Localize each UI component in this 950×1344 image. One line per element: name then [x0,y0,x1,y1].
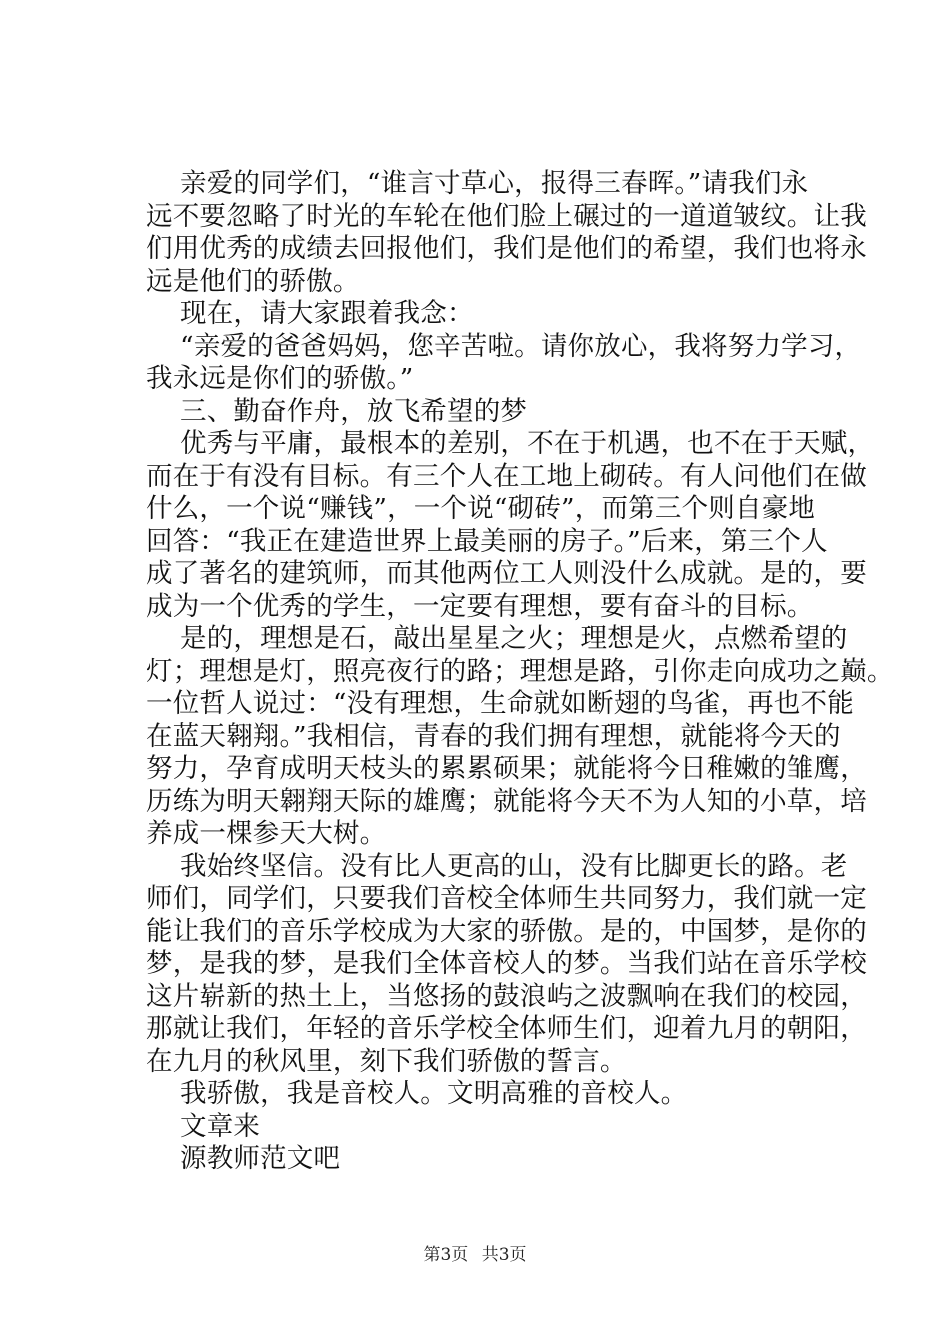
text-line: 努力，孕育成明天枝头的累累硕果；就能将今日稚嫩的雏鹰， [146,753,867,784]
page-number: 第3页 [423,1245,469,1265]
text-line: “亲爱的爸爸妈妈，您辛苦啦。请你放心，我将努力学习， [180,330,862,362]
text-line: 回答：“我正在建造世界上最美丽的房子。”后来，第三个人 [146,525,828,557]
text-line: 师们，同学们，只要我们音校全体师生共同努力，我们就一定 [146,883,867,914]
text-line: 梦，是我的梦，是我们全体音校人的梦。当我们站在音乐学校 [146,948,867,979]
text-line: 成了著名的建筑师，而其他两位工人则没什么成就。是的，要 [146,558,867,589]
text-line: 我骄傲，我是音校人。文明高雅的音校人。 [180,1078,688,1109]
page-total: 共3页 [481,1245,527,1265]
text-line: 这片崭新的热土上，当悠扬的鼓浪屿之波飘响在我们的校园， [146,980,867,1012]
text-line: 们用优秀的成绩去回报他们，我们是他们的希望，我们也将永 [146,233,867,264]
text-line: 我始终坚信。没有比人更高的山，没有比脚更长的路。老 [180,850,848,882]
text-line: 现在，请大家跟着我念： [180,298,474,329]
text-line: 远是他们的骄傲。 [146,265,360,297]
text-line: 在九月的秋风里，刻下我们骄傲的誓言。 [146,1045,627,1077]
text-line: 三、勤奋作舟，放飞希望的梦 [180,395,528,427]
page-footer [0,1245,950,1265]
text-line: 亲爱的同学们，“谁言寸草心，报得三春晖。”请我们永 [180,168,809,199]
text-line: 成为一个优秀的学生，一定要有理想，要有奋斗的目标。 [146,590,814,622]
text-line: 我永远是你们的骄傲。” [146,363,414,394]
text-line: 一位哲人说过：“没有理想，生命就如断翅的鸟雀，再也不能 [146,688,854,719]
text-line: 而在于有没有目标。有三个人在工地上砌砖。有人问他们在做 [146,460,867,492]
text-line: 文章来 [180,1110,261,1142]
text-line: 远不要忽略了时光的车轮在他们脸上碾过的一道道皱纹。让我 [146,200,867,232]
text-line: 历练为明天翱翔天际的雄鹰；就能将今天不为人知的小草，培 [146,785,867,817]
text-line: 优秀与平庸，最根本的差别，不在于机遇，也不在于天赋， [180,428,875,459]
text-line: 养成一棵参天大树。 [146,818,387,849]
text-line: 能让我们的音乐学校成为大家的骄傲。是的，中国梦，是你的 [146,915,867,947]
text-line: 灯；理想是灯，照亮夜行的路；理想是路，引你走向成功之巅。 [146,655,894,687]
text-line: 是的，理想是石，敲出星星之火；理想是火，点燃希望的 [180,623,848,654]
text-line: 在蓝天翱翔。”我相信，青春的我们拥有理想，就能将今天的 [146,720,841,752]
text-line: 那就让我们，年轻的音乐学校全体师生们，迎着九月的朝阳， [146,1013,867,1044]
document-body [146,168,894,1176]
text-line: 什么，一个说“赚钱”，一个说“砌砖”，而第三个则自豪地 [146,493,816,524]
text-line: 源教师范文吧 [180,1143,341,1174]
